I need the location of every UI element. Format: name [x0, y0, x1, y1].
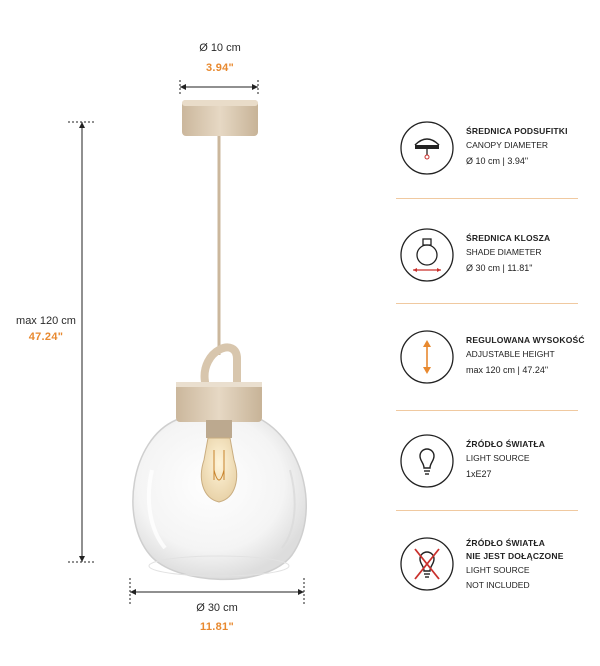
- spec-subtitle: CANOPY DIAMETER: [466, 140, 549, 150]
- divider: [396, 303, 578, 304]
- spec-value: Ø 30 cm | 11.81": [466, 263, 533, 273]
- height-in: 47.24": [28, 331, 64, 343]
- canopy-diameter-in: 3.94": [205, 62, 235, 74]
- bulb-not-included-icon: [398, 535, 456, 593]
- spec-title-line2: NIE JEST DOŁĄCZONE: [466, 551, 564, 561]
- height-cm: max 120 cm: [16, 315, 76, 327]
- spec-title: ŹRÓDŁO ŚWIATŁA: [466, 538, 546, 548]
- divider: [396, 510, 578, 511]
- light-bulb-icon: [398, 432, 456, 490]
- spec-light-source: [398, 432, 598, 492]
- hook-loop: [205, 347, 237, 382]
- shade-diameter-in: 11.81": [200, 621, 234, 633]
- spec-canopy-diameter: [398, 119, 598, 179]
- spec-subtitle: LIGHT SOURCE: [466, 565, 530, 575]
- spec-title: ŚREDNICA PODSUFITKI: [466, 126, 568, 136]
- spec-value: NOT INCLUDED: [466, 580, 530, 590]
- canopy: [182, 100, 258, 136]
- spec-bulb-not-included: [398, 535, 598, 599]
- spec-value: 1xE27: [466, 469, 492, 479]
- divider: [396, 410, 578, 411]
- canopy-diameter-cm: Ø 10 cm: [199, 42, 241, 54]
- spec-title: REGULOWANA WYSOKOŚĆ: [466, 335, 585, 345]
- canopy-dimension-line: [180, 80, 258, 94]
- spec-subtitle: ADJUSTABLE HEIGHT: [466, 349, 555, 359]
- spec-value: max 120 cm | 47.24": [466, 365, 549, 375]
- shade-diameter-cm: Ø 30 cm: [196, 602, 238, 614]
- spec-subtitle: SHADE DIAMETER: [466, 247, 542, 257]
- spec-value: Ø 10 cm | 3.94": [466, 156, 529, 166]
- divider: [396, 198, 578, 199]
- canopy-diameter-icon: [398, 119, 456, 177]
- spec-subtitle: LIGHT SOURCE: [466, 453, 530, 463]
- edison-bulb: [201, 438, 236, 502]
- adjustable-height-icon: [398, 328, 456, 386]
- shade-diameter-icon: [398, 226, 456, 284]
- spec-title: ŚREDNICA KLOSZA: [466, 233, 551, 243]
- spec-title: ŹRÓDŁO ŚWIATŁA: [466, 439, 546, 449]
- spec-adjustable-height: [398, 328, 598, 388]
- spec-shade-diameter: [398, 226, 598, 286]
